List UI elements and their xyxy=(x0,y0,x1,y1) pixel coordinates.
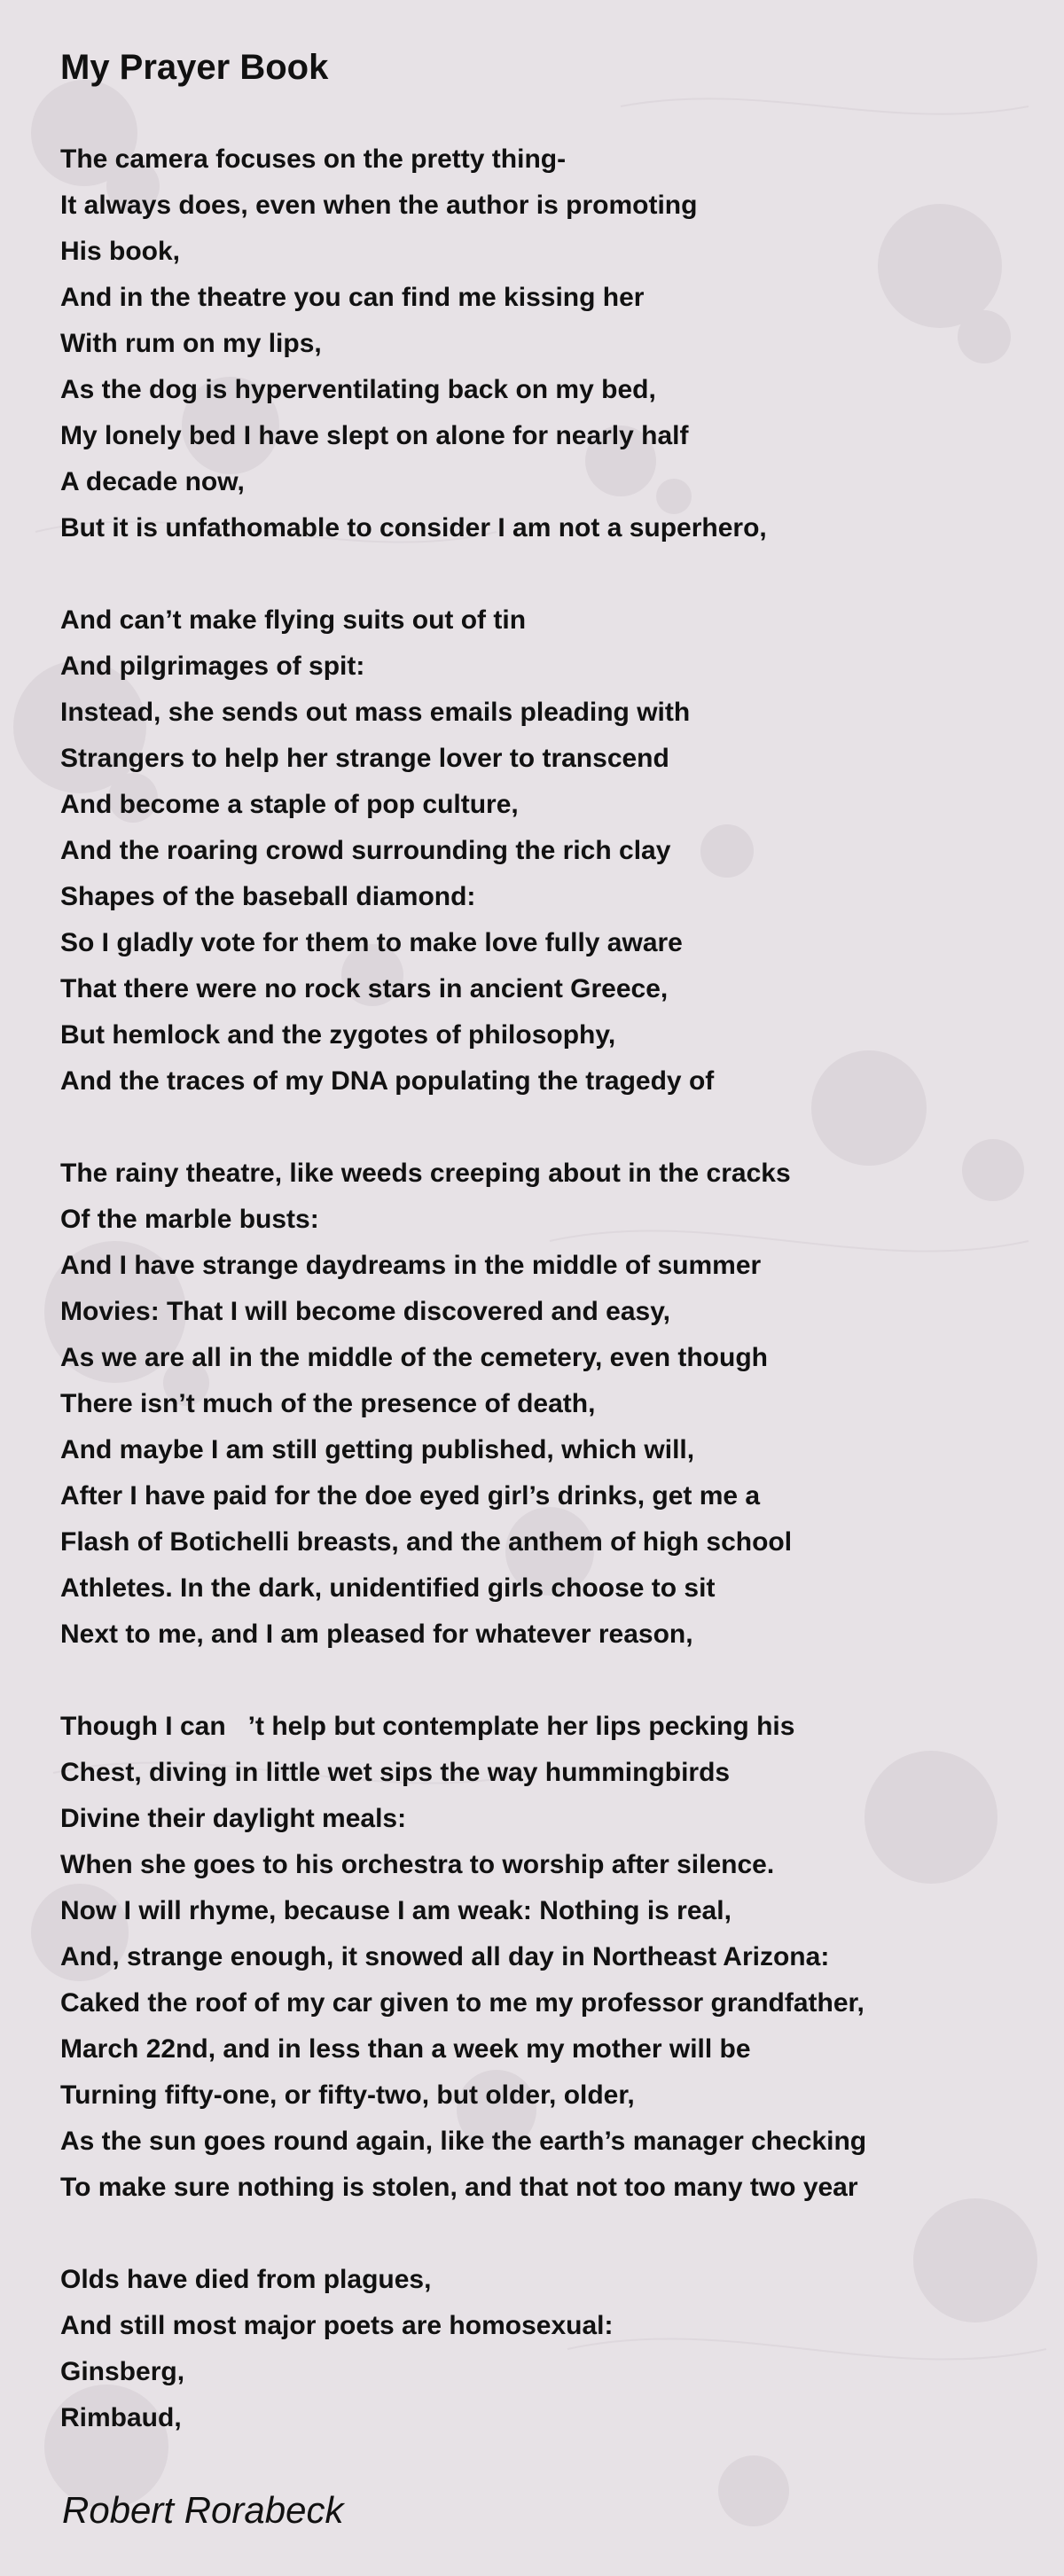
poem-line: My lonely bed I have slept on alone for nearly half xyxy=(60,421,689,450)
poem-line: Rimbaud, xyxy=(60,2403,182,2432)
poem-line: A decade now, xyxy=(60,467,245,496)
poem-line: But it is unfathomable to consider I am not a superhero, xyxy=(60,513,767,543)
poem-line: And in the theatre you can find me kissing her xyxy=(60,283,645,312)
poem-line: Movies: That I will become discovered and easy, xyxy=(60,1297,671,1326)
poem-line: And the traces of my DNA populating the tragedy of xyxy=(60,1066,715,1096)
poem-line: Athletes. In the dark, unidentified girls choose to sit xyxy=(60,1573,716,1603)
poem-line: Olds have died from plagues, xyxy=(60,2265,432,2294)
poem-line: And I have strange daydreams in the middle of summer xyxy=(60,1251,762,1280)
poem-line: After I have paid for the doe eyed girl’s drinks, get me a xyxy=(60,1481,761,1510)
stanza xyxy=(60,597,1036,1105)
stanza xyxy=(60,1704,1036,2211)
poem-line: And can’t make flying suits out of tin xyxy=(60,605,527,635)
poem-line: But hemlock and the zygotes of philosophy, xyxy=(60,1020,616,1050)
poem-line: That there were no rock stars in ancient Greece, xyxy=(60,974,669,1003)
stanza xyxy=(60,1151,1036,1658)
poem-line: Shapes of the baseball diamond: xyxy=(60,882,476,911)
stanza xyxy=(60,137,1036,551)
poem-line: And still most major poets are homosexual: xyxy=(60,2311,614,2340)
poem-line: March 22nd, and in less than a week my mother will be xyxy=(60,2034,751,2064)
poem-line: So I gladly vote for them to make love fully aware xyxy=(60,928,683,957)
poem-title: My Prayer Book xyxy=(60,48,329,87)
poem-line: Instead, she sends out mass emails pleading with xyxy=(60,698,691,727)
poem-line: Ginsberg, xyxy=(60,2357,185,2386)
poem-body xyxy=(60,137,1036,2487)
poem-line: And become a staple of pop culture, xyxy=(60,790,519,819)
poem-line: Of the marble busts: xyxy=(60,1205,319,1234)
poem-line: The camera focuses on the pretty thing- xyxy=(60,144,567,174)
poem-line: Next to me, and I am pleased for whatever reason, xyxy=(60,1620,693,1649)
poem-line: His book, xyxy=(60,237,181,266)
poem-line: To make sure nothing is stolen, and that not too many two year xyxy=(60,2173,858,2202)
poem-line: Now I will rhyme, because I am weak: Nothing is real, xyxy=(60,1896,732,1925)
poem-line: And maybe I am still getting published, which will, xyxy=(60,1435,695,1464)
poem-line: Chest, diving in little wet sips the way hummingbirds xyxy=(60,1758,731,1787)
poem-line: And pilgrimages of spit: xyxy=(60,652,365,681)
poem-line: As the dog is hyperventilating back on my bed, xyxy=(60,375,656,404)
poem-line: Flash of Botichelli breasts, and the anthem of high school xyxy=(60,1527,793,1557)
poem-line: Though I can ’t help but contemplate her lips pecking his xyxy=(60,1712,795,1741)
poem-line: Strangers to help her strange lover to transcend xyxy=(60,744,669,773)
poem-line: As we are all in the middle of the cemetery, even though xyxy=(60,1343,768,1372)
poem-line: When she goes to his orchestra to worship after silence. xyxy=(60,1850,775,1879)
poem-line: Turning fifty-one, or fifty-two, but older, older, xyxy=(60,2080,635,2110)
poem-line: And, strange enough, it snowed all day in Northeast Arizona: xyxy=(60,1942,830,1971)
poem-line: The rainy theatre, like weeds creeping about in the cracks xyxy=(60,1159,791,1188)
stanza xyxy=(60,2257,1036,2441)
poem-line: It always does, even when the author is promoting xyxy=(60,191,698,220)
poem-line: And the roaring crowd surrounding the rich clay xyxy=(60,836,671,865)
poem-line: There isn’t much of the presence of death, xyxy=(60,1389,596,1418)
poem-line: Caked the roof of my car given to me my professor grandfather, xyxy=(60,1988,864,2018)
poem-line: As the sun goes round again, like the earth’s manager checking xyxy=(60,2127,867,2156)
poem-line: With rum on my lips, xyxy=(60,329,322,358)
poem-author: Robert Rorabeck xyxy=(62,2489,344,2531)
poem-line: Divine their daylight meals: xyxy=(60,1804,407,1833)
